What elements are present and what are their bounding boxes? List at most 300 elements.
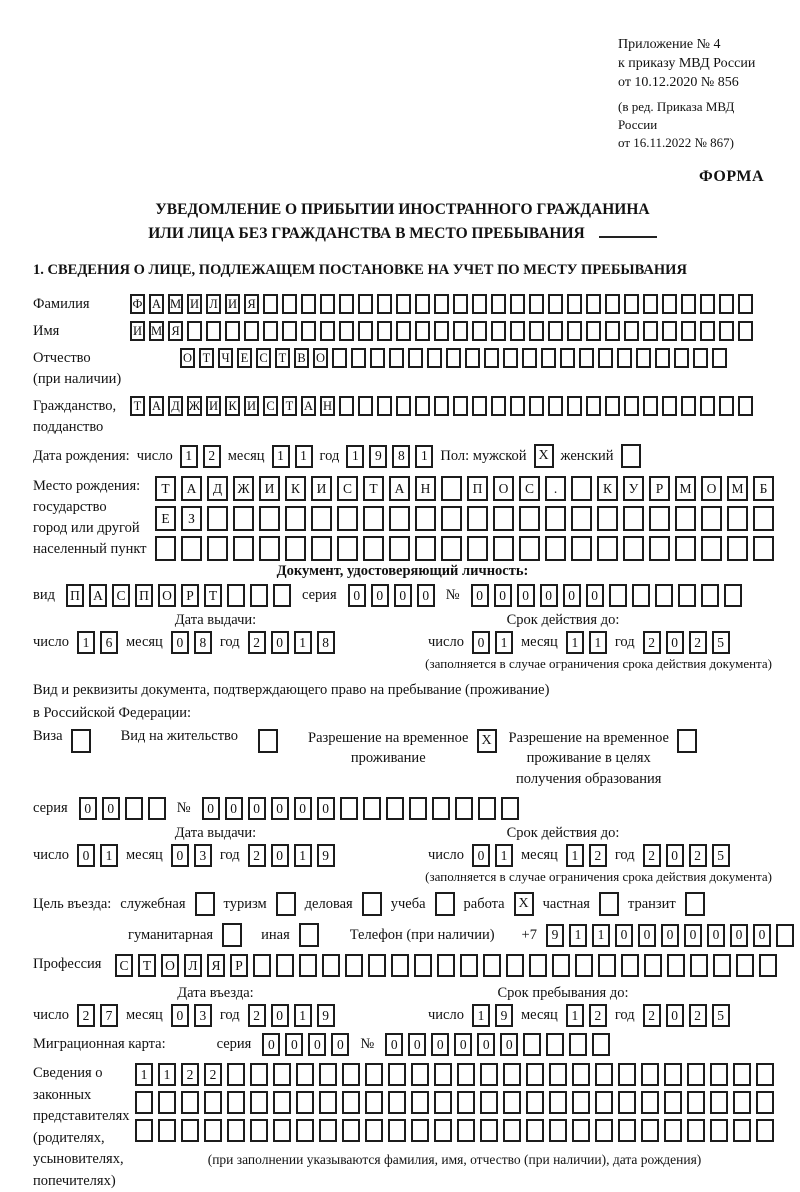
- cell[interactable]: 5: [712, 631, 730, 654]
- cell[interactable]: [396, 396, 411, 416]
- cell[interactable]: 0: [317, 797, 335, 820]
- cell[interactable]: [282, 294, 297, 314]
- cell[interactable]: О: [161, 954, 179, 977]
- cell[interactable]: 2: [203, 445, 221, 468]
- cell[interactable]: [664, 1119, 682, 1142]
- cell[interactable]: А: [301, 396, 316, 416]
- cell[interactable]: М: [727, 476, 748, 501]
- cell[interactable]: 0: [638, 924, 656, 947]
- cell[interactable]: И: [259, 476, 280, 501]
- cell[interactable]: [548, 396, 563, 416]
- cell[interactable]: 1: [495, 631, 513, 654]
- cell[interactable]: [519, 506, 540, 531]
- cell[interactable]: [690, 954, 708, 977]
- cell[interactable]: 1: [294, 844, 312, 867]
- cell[interactable]: А: [89, 584, 107, 607]
- cell[interactable]: [664, 1091, 682, 1114]
- cell[interactable]: [700, 321, 715, 341]
- cell[interactable]: 2: [643, 1004, 661, 1027]
- cell[interactable]: 1: [272, 445, 290, 468]
- cell[interactable]: [441, 476, 462, 501]
- cell[interactable]: [225, 321, 240, 341]
- cell[interactable]: О: [493, 476, 514, 501]
- cell[interactable]: 2: [248, 1004, 266, 1027]
- cell[interactable]: 0: [540, 584, 558, 607]
- cell[interactable]: [546, 1033, 564, 1056]
- cell[interactable]: [756, 1091, 774, 1114]
- cell[interactable]: [377, 321, 392, 341]
- cell[interactable]: 0: [225, 797, 243, 820]
- cell[interactable]: [649, 506, 670, 531]
- cell[interactable]: [523, 1033, 541, 1056]
- cell[interactable]: [342, 1063, 360, 1086]
- cell[interactable]: [181, 1091, 199, 1114]
- cell[interactable]: [687, 1091, 705, 1114]
- cell[interactable]: [285, 536, 306, 561]
- cell[interactable]: 9: [495, 1004, 513, 1027]
- cell[interactable]: [467, 506, 488, 531]
- cell[interactable]: [548, 294, 563, 314]
- cell[interactable]: Л: [184, 954, 202, 977]
- cell[interactable]: [549, 1063, 567, 1086]
- cell[interactable]: 0: [271, 844, 289, 867]
- cell[interactable]: Я: [207, 954, 225, 977]
- cell[interactable]: [411, 1119, 429, 1142]
- cell[interactable]: [529, 321, 544, 341]
- cell[interactable]: [457, 1091, 475, 1114]
- cell[interactable]: Я: [244, 294, 259, 314]
- cell[interactable]: [776, 924, 794, 947]
- cell[interactable]: 2: [248, 631, 266, 654]
- cell[interactable]: 0: [171, 631, 189, 654]
- cell[interactable]: [296, 1119, 314, 1142]
- cell[interactable]: Ч: [218, 348, 233, 368]
- cell[interactable]: [526, 1063, 544, 1086]
- cell[interactable]: [526, 1091, 544, 1114]
- cell[interactable]: [259, 506, 280, 531]
- cell[interactable]: [342, 1091, 360, 1114]
- purpose-business-checkbox[interactable]: [195, 892, 215, 916]
- cell[interactable]: 0: [500, 1033, 518, 1056]
- cell[interactable]: Д: [168, 396, 183, 416]
- cell[interactable]: 0: [171, 1004, 189, 1027]
- cell[interactable]: [501, 797, 519, 820]
- cell[interactable]: [296, 1091, 314, 1114]
- cell[interactable]: 1: [77, 631, 95, 654]
- cell[interactable]: 1: [135, 1063, 153, 1086]
- cell[interactable]: Ж: [233, 476, 254, 501]
- cell[interactable]: 2: [248, 844, 266, 867]
- cell[interactable]: [503, 1119, 521, 1142]
- cell[interactable]: [618, 1091, 636, 1114]
- cell[interactable]: [296, 1063, 314, 1086]
- cell[interactable]: [678, 584, 696, 607]
- cell[interactable]: [687, 1063, 705, 1086]
- cell[interactable]: И: [187, 294, 202, 314]
- cell[interactable]: [358, 321, 373, 341]
- cell[interactable]: [510, 294, 525, 314]
- cell[interactable]: 2: [643, 631, 661, 654]
- cell[interactable]: [595, 1119, 613, 1142]
- cell[interactable]: [674, 348, 689, 368]
- cell[interactable]: [322, 954, 340, 977]
- cell[interactable]: [207, 506, 228, 531]
- cell[interactable]: 0: [472, 844, 490, 867]
- cell[interactable]: [195, 892, 215, 916]
- cell[interactable]: 3: [194, 1004, 212, 1027]
- cell[interactable]: [155, 536, 176, 561]
- cell[interactable]: 2: [181, 1063, 199, 1086]
- cell[interactable]: [738, 321, 753, 341]
- cell[interactable]: [727, 506, 748, 531]
- cell[interactable]: [618, 1119, 636, 1142]
- cell[interactable]: 0: [666, 844, 684, 867]
- cell[interactable]: [233, 506, 254, 531]
- cell[interactable]: И: [311, 476, 332, 501]
- cell[interactable]: [541, 348, 556, 368]
- cell[interactable]: [446, 348, 461, 368]
- temp-residence-permit-checkbox[interactable]: [477, 729, 497, 753]
- cell[interactable]: [597, 506, 618, 531]
- cell[interactable]: 5: [712, 1004, 730, 1027]
- cell[interactable]: Т: [282, 396, 297, 416]
- cell[interactable]: [435, 892, 455, 916]
- cell[interactable]: [437, 954, 455, 977]
- cell[interactable]: [441, 536, 462, 561]
- cell[interactable]: [491, 396, 506, 416]
- cell[interactable]: 0: [666, 1004, 684, 1027]
- cell[interactable]: [337, 506, 358, 531]
- cell[interactable]: 2: [589, 1004, 607, 1027]
- cell[interactable]: [641, 1091, 659, 1114]
- cell[interactable]: [365, 1119, 383, 1142]
- cell[interactable]: [158, 1091, 176, 1114]
- cell[interactable]: [662, 396, 677, 416]
- cell[interactable]: [753, 536, 774, 561]
- cell[interactable]: [641, 1119, 659, 1142]
- cell[interactable]: 8: [317, 631, 335, 654]
- cell[interactable]: А: [149, 294, 164, 314]
- cell[interactable]: .: [545, 476, 566, 501]
- cell[interactable]: 2: [643, 844, 661, 867]
- cell[interactable]: 2: [689, 1004, 707, 1027]
- cell[interactable]: [337, 536, 358, 561]
- cell[interactable]: 0: [684, 924, 702, 947]
- cell[interactable]: [342, 1119, 360, 1142]
- cell[interactable]: [598, 348, 613, 368]
- cell[interactable]: 9: [546, 924, 564, 947]
- cell[interactable]: И: [206, 396, 221, 416]
- cell[interactable]: [597, 536, 618, 561]
- cell[interactable]: 2: [689, 844, 707, 867]
- cell[interactable]: [738, 396, 753, 416]
- cell[interactable]: [595, 1063, 613, 1086]
- cell[interactable]: [258, 729, 278, 753]
- cell[interactable]: [301, 321, 316, 341]
- cell[interactable]: [457, 1063, 475, 1086]
- cell[interactable]: [649, 536, 670, 561]
- cell[interactable]: 0: [730, 924, 748, 947]
- cell[interactable]: 7: [100, 1004, 118, 1027]
- cell[interactable]: В: [294, 348, 309, 368]
- cell[interactable]: [529, 396, 544, 416]
- cell[interactable]: [320, 321, 335, 341]
- cell[interactable]: 0: [308, 1033, 326, 1056]
- cell[interactable]: [549, 1091, 567, 1114]
- cell[interactable]: [263, 321, 278, 341]
- cell[interactable]: [478, 797, 496, 820]
- cell[interactable]: [623, 506, 644, 531]
- cell[interactable]: [244, 321, 259, 341]
- cell[interactable]: [719, 396, 734, 416]
- cell[interactable]: X: [477, 729, 497, 753]
- cell[interactable]: З: [181, 506, 202, 531]
- cell[interactable]: 8: [392, 445, 410, 468]
- cell[interactable]: У: [623, 476, 644, 501]
- cell[interactable]: [632, 584, 650, 607]
- cell[interactable]: [389, 536, 410, 561]
- cell[interactable]: [571, 536, 592, 561]
- cell[interactable]: [529, 294, 544, 314]
- cell[interactable]: П: [135, 584, 153, 607]
- cell[interactable]: [472, 294, 487, 314]
- cell[interactable]: [453, 396, 468, 416]
- cell[interactable]: 0: [471, 584, 489, 607]
- cell[interactable]: 1: [592, 924, 610, 947]
- cell[interactable]: 0: [394, 584, 412, 607]
- cell[interactable]: И: [244, 396, 259, 416]
- cell[interactable]: [250, 1091, 268, 1114]
- cell[interactable]: [738, 294, 753, 314]
- purpose-work-checkbox[interactable]: [514, 892, 534, 916]
- cell[interactable]: [207, 536, 228, 561]
- cell[interactable]: С: [256, 348, 271, 368]
- cell[interactable]: [756, 1063, 774, 1086]
- cell[interactable]: [595, 1091, 613, 1114]
- cell[interactable]: [503, 348, 518, 368]
- cell[interactable]: [455, 797, 473, 820]
- cell[interactable]: [617, 348, 632, 368]
- cell[interactable]: [273, 1119, 291, 1142]
- cell[interactable]: Н: [320, 396, 335, 416]
- cell[interactable]: [273, 584, 291, 607]
- cell[interactable]: [664, 1063, 682, 1086]
- cell[interactable]: [434, 396, 449, 416]
- cell[interactable]: [624, 321, 639, 341]
- sex-female-checkbox[interactable]: [621, 444, 641, 468]
- cell[interactable]: Н: [415, 476, 436, 501]
- cell[interactable]: [685, 892, 705, 916]
- cell[interactable]: [362, 892, 382, 916]
- cell[interactable]: [572, 1063, 590, 1086]
- cell[interactable]: 9: [317, 1004, 335, 1027]
- cell[interactable]: [736, 954, 754, 977]
- cell[interactable]: [389, 348, 404, 368]
- cell[interactable]: [545, 506, 566, 531]
- cell[interactable]: М: [168, 294, 183, 314]
- cell[interactable]: С: [519, 476, 540, 501]
- cell[interactable]: [227, 584, 245, 607]
- cell[interactable]: [250, 1119, 268, 1142]
- cell[interactable]: [701, 536, 722, 561]
- cell[interactable]: Д: [207, 476, 228, 501]
- cell[interactable]: [273, 1091, 291, 1114]
- cell[interactable]: [681, 321, 696, 341]
- cell[interactable]: 0: [707, 924, 725, 947]
- cell[interactable]: С: [337, 476, 358, 501]
- cell[interactable]: [618, 1063, 636, 1086]
- cell[interactable]: [332, 348, 347, 368]
- cell[interactable]: [700, 294, 715, 314]
- cell[interactable]: 0: [102, 797, 120, 820]
- cell[interactable]: О: [313, 348, 328, 368]
- cell[interactable]: [759, 954, 777, 977]
- cell[interactable]: 2: [589, 844, 607, 867]
- cell[interactable]: [510, 396, 525, 416]
- cell[interactable]: [675, 506, 696, 531]
- cell[interactable]: [484, 348, 499, 368]
- cell[interactable]: [388, 1119, 406, 1142]
- cell[interactable]: Р: [181, 584, 199, 607]
- cell[interactable]: [480, 1091, 498, 1114]
- cell[interactable]: [411, 1063, 429, 1086]
- cell[interactable]: [299, 954, 317, 977]
- cell[interactable]: [377, 294, 392, 314]
- purpose-study-checkbox[interactable]: [435, 892, 455, 916]
- cell[interactable]: 0: [472, 631, 490, 654]
- cell[interactable]: 0: [615, 924, 633, 947]
- cell[interactable]: [299, 923, 319, 947]
- cell[interactable]: [415, 396, 430, 416]
- cell[interactable]: 1: [495, 844, 513, 867]
- cell[interactable]: С: [112, 584, 130, 607]
- cell[interactable]: [693, 348, 708, 368]
- cell[interactable]: [710, 1091, 728, 1114]
- cell[interactable]: [319, 1063, 337, 1086]
- cell[interactable]: Т: [204, 584, 222, 607]
- cell[interactable]: Р: [230, 954, 248, 977]
- cell[interactable]: [282, 321, 297, 341]
- cell[interactable]: [510, 321, 525, 341]
- cell[interactable]: [662, 294, 677, 314]
- cell[interactable]: [233, 536, 254, 561]
- cell[interactable]: [427, 348, 442, 368]
- cell[interactable]: [181, 536, 202, 561]
- cell[interactable]: Р: [649, 476, 670, 501]
- cell[interactable]: 0: [563, 584, 581, 607]
- cell[interactable]: [545, 536, 566, 561]
- purpose-commercial-checkbox[interactable]: [362, 892, 382, 916]
- cell[interactable]: 0: [586, 584, 604, 607]
- cell[interactable]: [388, 1091, 406, 1114]
- cell[interactable]: [506, 954, 524, 977]
- cell[interactable]: 1: [158, 1063, 176, 1086]
- cell[interactable]: [503, 1063, 521, 1086]
- cell[interactable]: [409, 797, 427, 820]
- cell[interactable]: [181, 1119, 199, 1142]
- cell[interactable]: [227, 1119, 245, 1142]
- cell[interactable]: [441, 506, 462, 531]
- cell[interactable]: 6: [100, 631, 118, 654]
- cell[interactable]: [623, 536, 644, 561]
- cell[interactable]: 0: [517, 584, 535, 607]
- cell[interactable]: М: [149, 321, 164, 341]
- cell[interactable]: 0: [477, 1033, 495, 1056]
- cell[interactable]: [643, 321, 658, 341]
- cell[interactable]: [575, 954, 593, 977]
- cell[interactable]: [641, 1063, 659, 1086]
- cell[interactable]: 1: [295, 445, 313, 468]
- cell[interactable]: 0: [385, 1033, 403, 1056]
- cell[interactable]: [339, 396, 354, 416]
- cell[interactable]: [655, 348, 670, 368]
- cell[interactable]: А: [181, 476, 202, 501]
- cell[interactable]: 5: [712, 844, 730, 867]
- cell[interactable]: [733, 1119, 751, 1142]
- cell[interactable]: [483, 954, 501, 977]
- cell[interactable]: [415, 321, 430, 341]
- cell[interactable]: К: [225, 396, 240, 416]
- cell[interactable]: 0: [271, 631, 289, 654]
- cell[interactable]: 1: [589, 631, 607, 654]
- cell[interactable]: [453, 321, 468, 341]
- cell[interactable]: Я: [168, 321, 183, 341]
- cell[interactable]: [710, 1119, 728, 1142]
- cell[interactable]: Т: [363, 476, 384, 501]
- cell[interactable]: Т: [138, 954, 156, 977]
- cell[interactable]: А: [389, 476, 410, 501]
- cell[interactable]: 9: [369, 445, 387, 468]
- cell[interactable]: [643, 396, 658, 416]
- cell[interactable]: [710, 1063, 728, 1086]
- cell[interactable]: 0: [248, 797, 266, 820]
- cell[interactable]: [71, 729, 91, 753]
- cell[interactable]: 0: [454, 1033, 472, 1056]
- visa-checkbox[interactable]: [71, 729, 91, 753]
- cell[interactable]: [319, 1091, 337, 1114]
- cell[interactable]: [339, 321, 354, 341]
- cell[interactable]: [529, 954, 547, 977]
- cell[interactable]: [358, 396, 373, 416]
- cell[interactable]: Т: [199, 348, 214, 368]
- cell[interactable]: [377, 396, 392, 416]
- cell[interactable]: [480, 1119, 498, 1142]
- cell[interactable]: [311, 506, 332, 531]
- cell[interactable]: [598, 954, 616, 977]
- cell[interactable]: 0: [202, 797, 220, 820]
- cell[interactable]: О: [180, 348, 195, 368]
- cell[interactable]: [467, 536, 488, 561]
- cell[interactable]: 1: [566, 1004, 584, 1027]
- cell[interactable]: [549, 1119, 567, 1142]
- cell[interactable]: Е: [155, 506, 176, 531]
- cell[interactable]: [491, 294, 506, 314]
- cell[interactable]: [396, 294, 411, 314]
- cell[interactable]: [548, 321, 563, 341]
- cell[interactable]: [579, 348, 594, 368]
- cell[interactable]: [408, 348, 423, 368]
- cell[interactable]: [724, 584, 742, 607]
- cell[interactable]: [569, 1033, 587, 1056]
- cell[interactable]: 1: [566, 631, 584, 654]
- cell[interactable]: [389, 506, 410, 531]
- cell[interactable]: [285, 506, 306, 531]
- cell[interactable]: [135, 1091, 153, 1114]
- cell[interactable]: [586, 396, 601, 416]
- cell[interactable]: 0: [79, 797, 97, 820]
- cell[interactable]: Л: [206, 294, 221, 314]
- cell[interactable]: [253, 954, 271, 977]
